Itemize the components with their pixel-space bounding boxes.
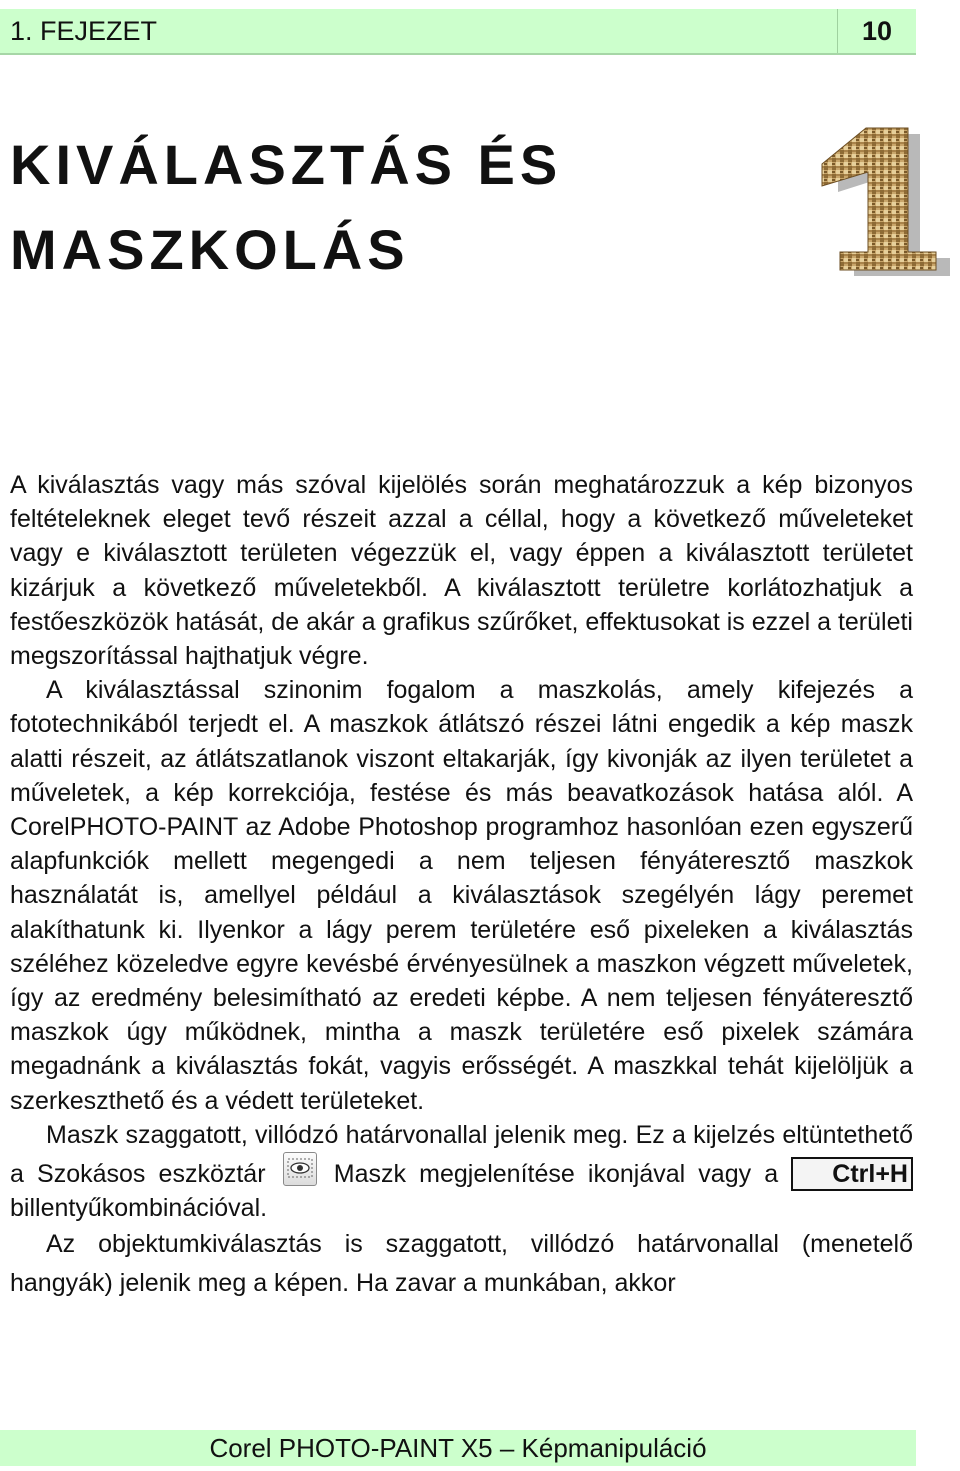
running-footer: Corel PHOTO-PAINT X5 – Képmanipuláció xyxy=(0,1430,916,1466)
paragraph-2: A kiválasztással szinonim fogalom a maszkolás, amely kifejezés a fototechnikából terjedt el. A maszkok átlátszó részei látni engedik a kép maszk alatti részeit, az átlátszatlanok viszont eltakarják, így kivonják az ilyen területet a műveletek, a kép korrekciója, festése és más beavatkozások hatása alól. A CorelPHOTO-PAINT az Adobe Photoshop programhoz hasonlóan ezen egyszerű alapfunkciók mellett megengedi a nem teljesen fényáteresztő maszkok használatát is, amellyel például a kiválasztások szegélyén lágy peremet alakíthatunk ki. Ilyenkor a lágy perem területére eső pixeleken a kiválasztás széléhez közeledve egyre kevésbé érvényesülnek a maszkon végzett műveletek, így az eredmény belesimítható az eredeti képbe. A nem teljesen fényáteresztő maszkok úgy működnek, mintha a maszk területére eső pixelek számára megadnánk a kiválasztás fokát, vagyis erősségét. A maszkkal tehát kijelöljük a szerkeszthető és a védett területeket. xyxy=(10,676,913,1115)
chapter-label: 1. FEJEZET xyxy=(10,15,158,46)
chapter-title-line-2: MASZKOLÁS xyxy=(10,218,410,281)
ctrl-h-key: Ctrl+H xyxy=(791,1157,913,1191)
paragraph-4: Az objektumkiválasztás is szaggatott, villódzó határvonallal (menetelő hangyák) jelenik meg a képen. Ha zavar a munkában, akkor xyxy=(10,1230,913,1297)
large-textured-number-one-icon xyxy=(816,118,956,276)
mask-visibility-eye-icon xyxy=(283,1152,317,1186)
paragraph-1: A kiválasztás vagy más szóval kijelölés során meghatározzuk a kép bizonyos feltételeknek eleget tevő részeit azzal a céllal, hogy a következő műveleteket vagy e kiválasztott területen végezzük el, vagy éppen a kiválasztott területet kizárjuk a következő műveletekből. A kiválasztott területre korlátozhatjuk a festőeszközök hatását, de akár a grafikus szűrőket, effektusokat is ezzel a területi megszorítással hajthatjuk végre. xyxy=(10,471,913,671)
running-header xyxy=(0,9,916,55)
paragraph-3-text-b: Maszk megjelenítése ikonjával vagy a xyxy=(333,1160,779,1189)
paragraph-3-text-c: billentyűkombinációval. xyxy=(10,1194,268,1223)
chapter-title xyxy=(10,122,562,292)
paragraph-3 xyxy=(10,1118,913,1226)
paragraph-3-text-a: Maszk szaggatott, villódzó határvonallal jelenik meg. Ez a kijelzés eltüntethető a Szokásos eszköztár xyxy=(10,1120,913,1189)
page-number: 10 xyxy=(837,9,916,53)
body-text xyxy=(10,468,913,1302)
chapter-title-line-1: KIVÁLASZTÁS ÉS xyxy=(10,133,563,196)
